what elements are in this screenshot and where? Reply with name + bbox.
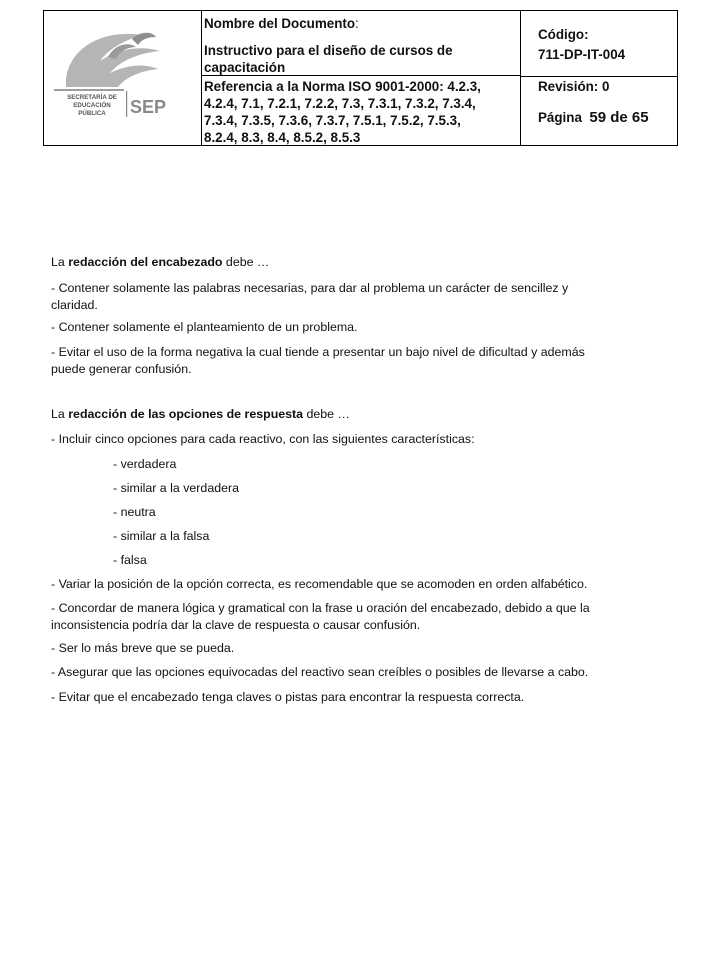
header-divider <box>520 76 678 77</box>
list-item: - Contener solamente el planteamiento de un problema. <box>51 320 358 334</box>
document-header <box>43 10 678 146</box>
document-title: Instructivo para el diseño de cursos de capacitación <box>204 43 453 75</box>
sub-list-item: - verdadera <box>113 457 177 471</box>
paragraph-heading-encabezado: La redacción del encabezado debe … <box>51 255 270 269</box>
svg-text:SECRETARÍA DE: SECRETARÍA DE <box>67 94 117 101</box>
sub-list-item: - similar a la falsa <box>113 529 210 543</box>
code-label: Código: <box>538 27 589 42</box>
svg-text:SEP: SEP <box>130 97 167 117</box>
document-name-label: Nombre del Documento: <box>204 16 359 31</box>
list-item: - Variar la posición de la opción correcta, es recomendable que se acomoden en orden alfabético. <box>51 577 588 591</box>
paragraph-heading-opciones: La redacción de las opciones de respuesta debe … <box>51 407 350 421</box>
svg-text:EDUCACIÓN: EDUCACIÓN <box>73 102 111 109</box>
svg-text:PÚBLICA: PÚBLICA <box>78 110 106 117</box>
list-item: - Evitar que el encabezado tenga claves o pistas para encontrar la respuesta correcta. <box>51 690 525 704</box>
list-item: - Asegurar que las opciones equivocadas del reactivo sean creíbles o posibles de llevarse a cabo. <box>51 665 589 679</box>
header-divider <box>201 11 202 145</box>
list-item: - Incluir cinco opciones para cada reactivo, con las siguientes características: <box>51 432 475 446</box>
page-number: Página 59 de 65 <box>538 109 649 126</box>
sub-list-item: - similar a la verdadera <box>113 481 240 495</box>
list-item: - Ser lo más breve que se pueda. <box>51 641 235 655</box>
list-item: - Evitar el uso de la forma negativa la cual tiende a presentar un bajo nivel de dificultad y además puede generar confusión. <box>51 345 585 376</box>
sep-logo <box>48 17 200 141</box>
header-divider <box>520 11 521 145</box>
iso-reference: Referencia a la Norma ISO 9001-2000: 4.2.3, 4.2.4, 7.1, 7.2.1, 7.2.2, 7.3, 7.3.1, 7.3.2, 7.3.4, 7.3.4, 7.3.5, 7.3.6, 7.3.7, 7.5.1, 7.5.2, 7.5.3, 8.2.4, 8.3, 8.4, 8.5.2, 8.5.3 <box>204 79 481 145</box>
sub-list-item: - falsa <box>113 553 147 567</box>
list-item: - Concordar de manera lógica y gramatical con la frase u oración del encabezado, debido a que la inconsistencia podría dar la clave de respuesta o causar confusión. <box>51 601 590 632</box>
code-value: 711-DP-IT-004 <box>538 47 626 62</box>
revision-number: Revisión: 0 <box>538 79 610 94</box>
sub-list-item: - neutra <box>113 505 156 519</box>
list-item: - Contener solamente las palabras necesarias, para dar al problema un carácter de sencillez y claridad. <box>51 281 569 312</box>
